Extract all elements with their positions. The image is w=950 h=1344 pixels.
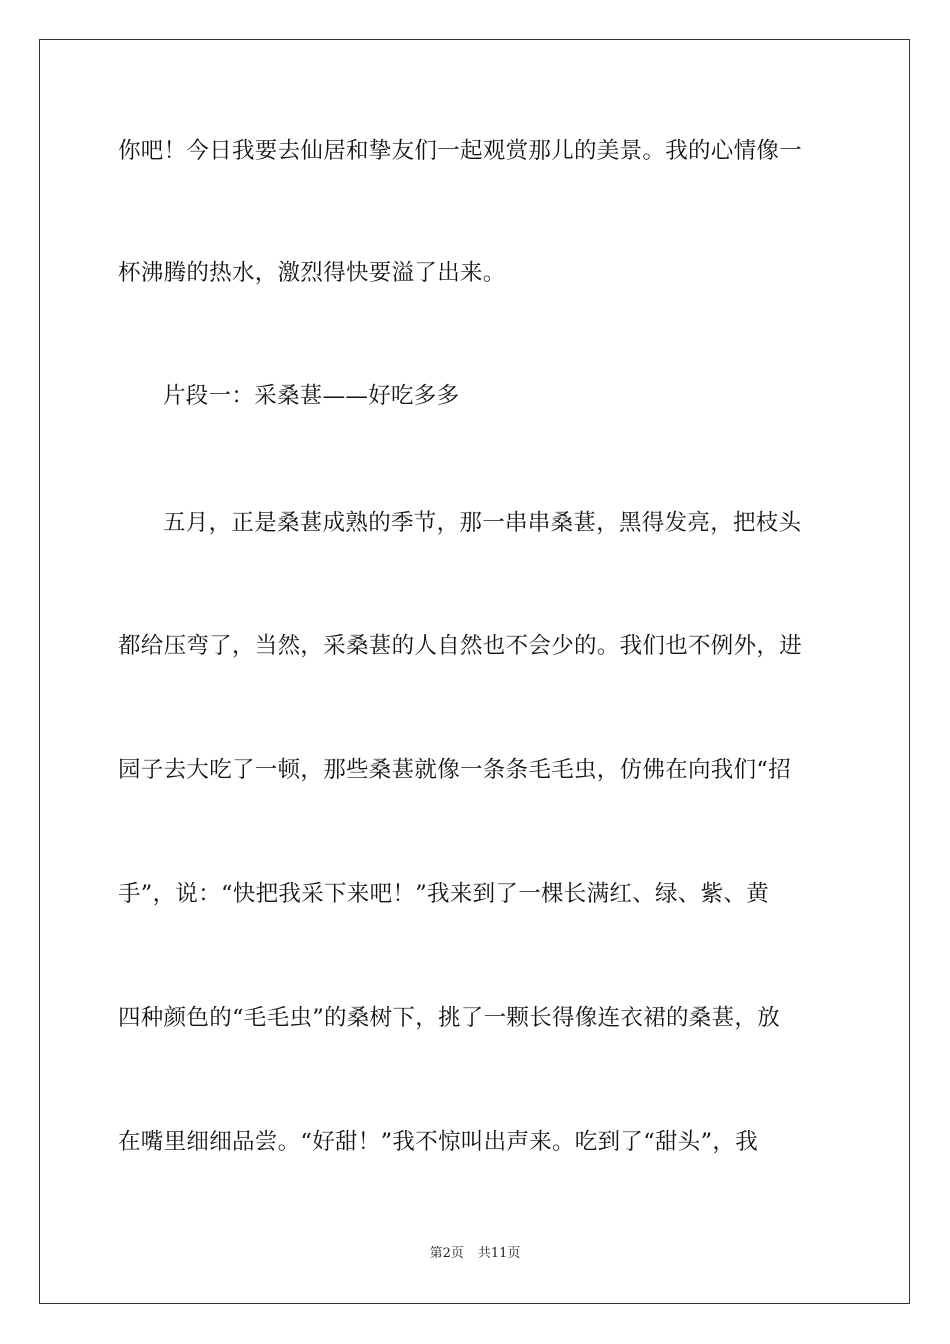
body-text-line: 园子去大吃了一顿，那些桑葚就像一条条毛毛虫，仿佛在向我们“招 xyxy=(118,757,792,783)
body-text-line: 都给压弯了，当然，采桑葚的人自然也不会少的。我们也不例外，进 xyxy=(118,633,803,659)
body-text-line: 手”，说：“快把我采下来吧！”我来到了一棵长满红、绿、紫、黄 xyxy=(118,881,770,907)
body-text-line: 五月，正是桑葚成熟的季节，那一串串桑葚，黑得发亮，把枝头 xyxy=(163,510,802,536)
body-text-line: 在嘴里细细品尝。“好甜！”我不惊叫出声来。吃到了“甜头”，我 xyxy=(118,1129,759,1155)
body-text-line: 四种颜色的“毛毛虫”的桑树下，挑了一颗长得像连衣裙的桑葚，放 xyxy=(118,1005,781,1031)
total-pages: 共11页 xyxy=(477,1246,521,1261)
section-heading: 片段一：采桑葚——好吃多多 xyxy=(163,383,460,409)
page-number: 第2页 xyxy=(429,1246,464,1261)
page-border xyxy=(39,39,910,1304)
page-footer xyxy=(0,1245,950,1263)
body-text-line: 你吧！今日我要去仙居和挚友们一起观赏那儿的美景。我的心情像一 xyxy=(118,138,803,164)
body-text-line: 杯沸腾的热水，激烈得快要溢了出来。 xyxy=(118,260,506,286)
